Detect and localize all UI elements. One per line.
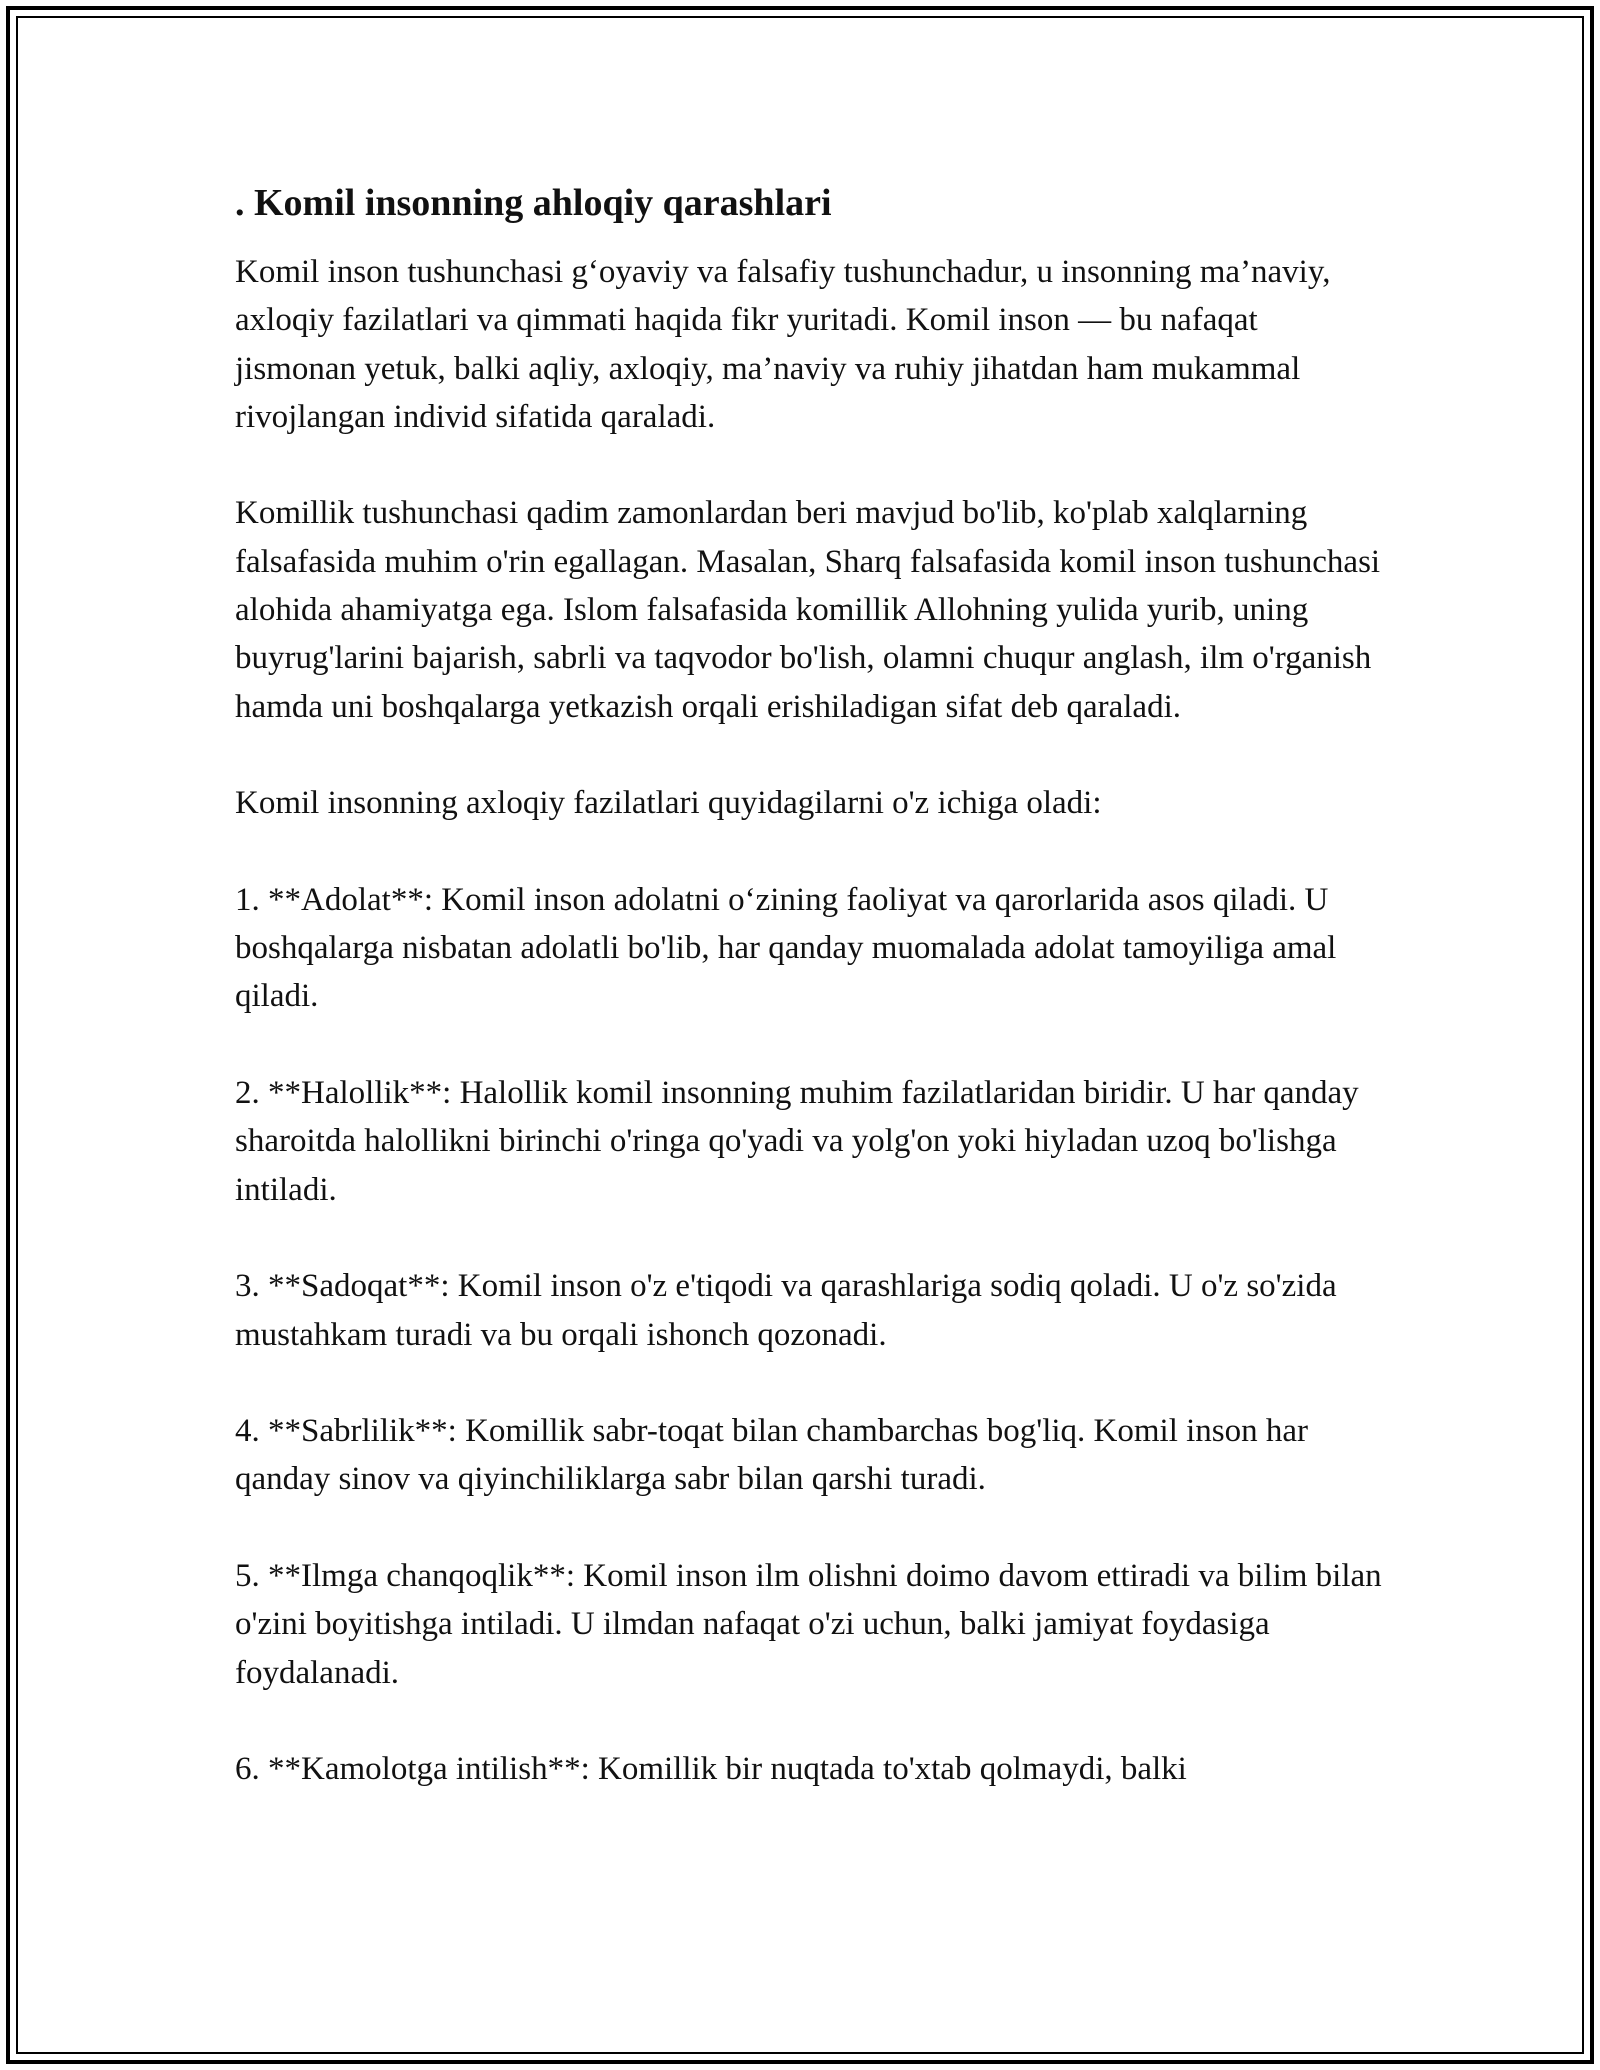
list-item-halollik: 2. **Halollik**: Halollik komil insonning muhim fazilatlaridan biridir. U har qanday sharoitda halollikni birinchi o'ringa qo'yadi va yolg'on yoki hiyladan uzoq bo'lishga intiladi. [235,1075,1359,1208]
paragraph-list-intro: Komil insonning axloqiy fazilatlari quyidagilarni o'z ichiga oladi: [235,785,1102,822]
paragraph-history: Komillik tushunchasi qadim zamonlardan beri mavjud bo'lib, ko'plab xalqlarning falsafasida muhim o'rin egallagan. Masalan, Sharq falsafasida komil inson tushunchasi alohida ahamiyatga ega. Islom falsafasida komillik Allohning yulida yurib, uning buyrug'larini bajarish, sabrli va taqvodor bo'lish, olamni chuqur anglash, ilm o'rganish hamda uni boshqalarga yetkazish orqali erishiladigan sifat deb qaraladi. [235,495,1381,725]
document-body [235,178,1385,1794]
list-item-ilmga-chanqoqlik: 5. **Ilmga chanqoqlik**: Komil inson ilm olishni doimo davom ettiradi va bilim bilan o'zini boyitishga intiladi. U ilmdan nafaqat o'zi uchun, balki jamiyat foydasiga foydalanadi. [235,1558,1382,1691]
list-item-adolat: 1. **Adolat**: Komil inson adolatni o‘zining faoliyat va qarorlarida asos qiladi. U boshqalarga nisbatan adolatli bo'lib, har qanday muomalada adolat tamoyiliga amal qiladi. [235,881,1337,1015]
paragraph-intro: Komil inson tushunchasi g‘oyaviy va falsafiy tushunchadur, u insonning ma’naviy, axloqiy fazilatlari va qimmati haqida fikr yuritadi. Komil inson — bu nafaqat jismonan yetuk, balki aqliy, axloqiy, ma’naviy va ruhiy jihatdan ham mukammal rivojlangan individ sifatida qaraladi. [235,254,1331,435]
document-title: . Komil insonning ahloqiy qarashlari [235,182,832,224]
list-item-sabrlilik: 4. **Sabrlilik**: Komillik sabr-toqat bilan chambarchas bog'liq. Komil inson har qanday sinov va qiyinchiliklarga sabr bilan qarshi turadi. [235,1413,1309,1498]
list-item-kamolotga-intilish: 6. **Kamolotga intilish**: Komillik bir nuqtada to'xtab qolmaydi, balki [235,1751,1187,1788]
list-item-sadoqat: 3. **Sadoqat**: Komil inson o'z e'tiqodi va qarashlariga sodiq qoladi. U o'z so'zida mustahkam turadi va bu orqali ishonch qozonadi. [235,1268,1337,1353]
